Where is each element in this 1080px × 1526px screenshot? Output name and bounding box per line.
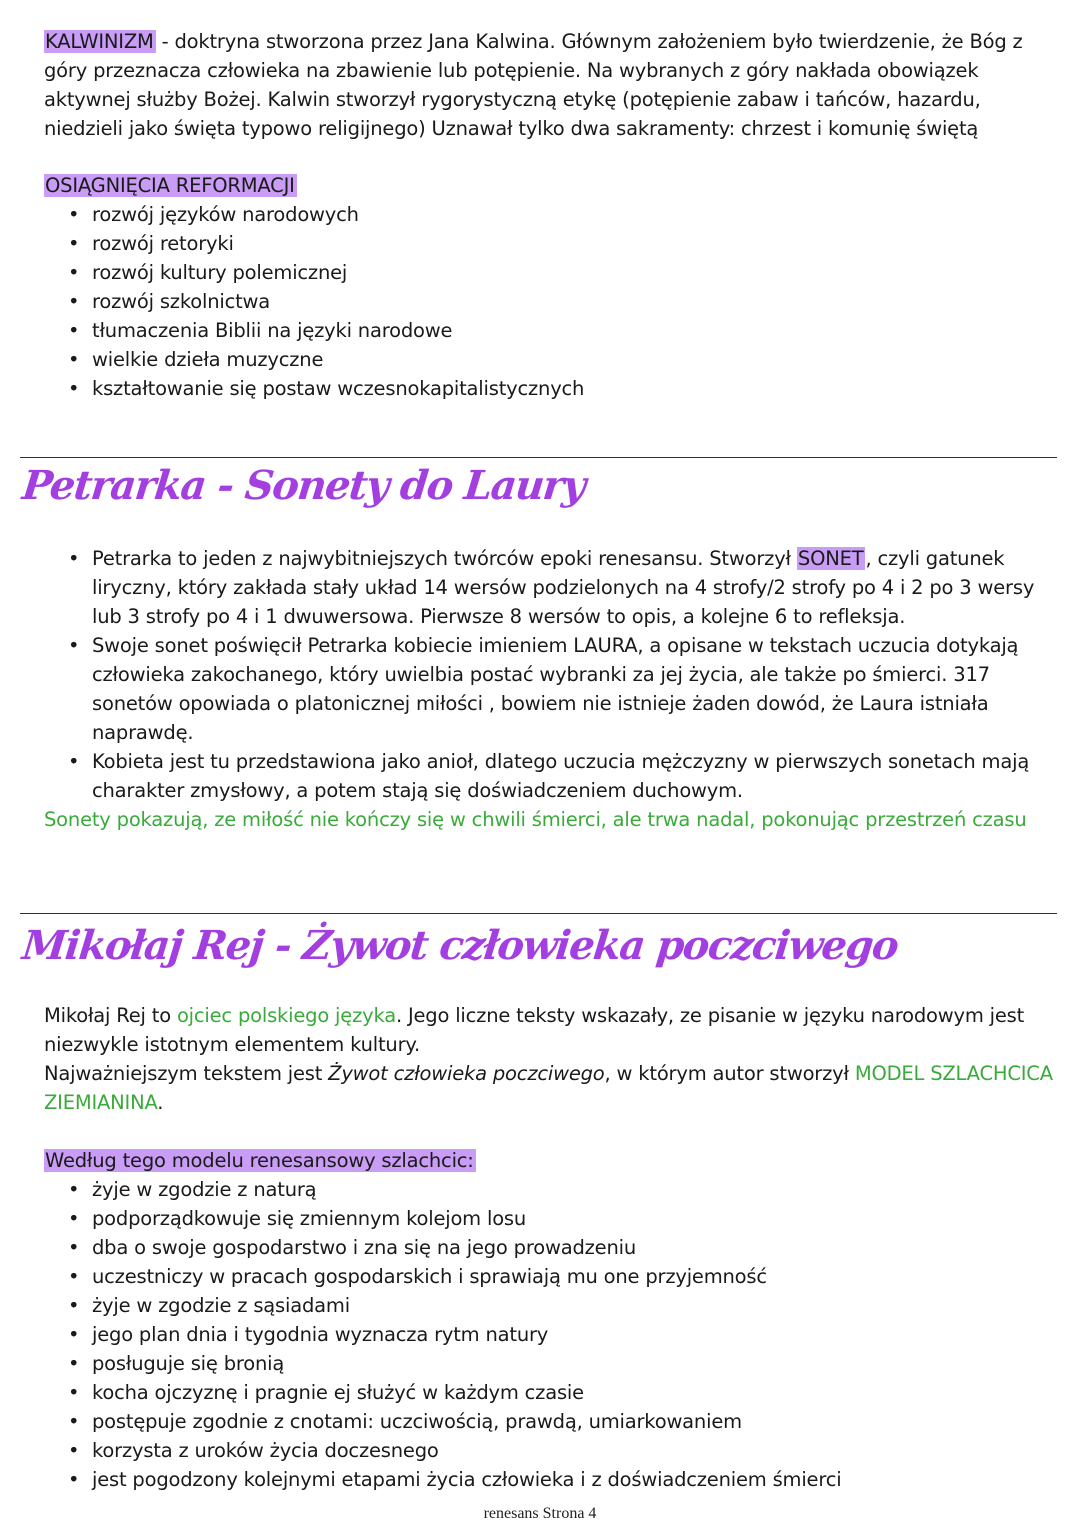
rej-work-title: Żywot człowieka poczciwego (328, 1062, 605, 1085)
petrarka-list (44, 544, 1054, 805)
rej-main-work-text: Najważniejszym tekstem jest (44, 1062, 329, 1085)
list-item: • Swoje sonet poświęcił Petrarka kobiecie imieniem LAURA, a opisane w tekstach uczucia dotykają człowieka zakochanego, który uwielbia postać wybranki za jej życia, ale także po śmierci. 317 sonetów opowiada o platonicznej miłości , bowiem nie istnieje żaden dowód, że Laura istniała naprawdę. (92, 631, 1054, 747)
list-item: • podporządkowuje się zmiennym kolejom losu (92, 1204, 1054, 1233)
sonet-term: SONET (797, 547, 864, 570)
rej-main-work-text: , w którym autor stworzył (604, 1062, 855, 1085)
petrarka-p1-after: , czyli gatunek liryczny, który zakłada stały układ 14 wersów podzielonych na 4 strofy/2 strofy po 4 i 2 po 3 wersy lub 3 strofy po 4 i 1 dwuwersowa. Pierwsze 8 wersów to opis, a kolejne 6 to refleksja. (92, 547, 1035, 628)
rej-intro-text: Mikołaj Rej to (44, 1004, 177, 1027)
page-footer: renesans Strona 4 (483, 1505, 597, 1522)
osiagniecia-heading: OSIĄGNIĘCIA REFORMACJI (45, 174, 295, 197)
petrarka-section (44, 544, 1054, 834)
list-item (92, 544, 1054, 631)
kalwinizm-term: KALWINIZM (45, 30, 154, 53)
list-item: • dba o swoje gospodarstwo i zna się na jego prowadzeniu (92, 1233, 1054, 1262)
list-item: • jego plan dnia i tygodnia wyznacza rytm natury (92, 1320, 1054, 1349)
list-item: • Kobieta jest tu przedstawiona jako anioł, dlatego uczucia mężczyzny w pierwszych sonetach mają charakter zmysłowy, a potem stają się doświadczeniem duchowym. (92, 747, 1054, 805)
osiagniecia-list (44, 200, 1054, 403)
petrarka-p1-before: Petrarka to jeden z najwybitniejszych twórców epoki renesansu. Stworzył (92, 547, 797, 570)
rej-model-heading: Według tego modelu renesansowy szlachcic: (45, 1149, 474, 1172)
rej-title: Mikołaj Rej - Żywot człowieka poczciwego (20, 922, 900, 969)
list-item: • rozwój retoryki (92, 229, 1054, 258)
list-item: • wielkie dzieła muzyczne (92, 345, 1054, 374)
rej-model-section (44, 1146, 1054, 1494)
kalwinizm-definition: - doktryna stworzona przez Jana Kalwina. Głównym założeniem było twierdzenie, że Bóg z góry przeznacza człowieka na zbawienie lub potępienie. Na wybranych z góry nakłada obowiązek aktywnej służby Bożej. Kalwin stworzył rygorystyczną etykę (potępienie zabaw i tańców, hazardu, niedzieli jako święta typowo religijnego) Uznawał tylko dwa sakramenty: chrzest i komunię świętą (44, 30, 1023, 140)
rej-intro-paragraph (44, 1001, 1054, 1059)
list-item: • rozwój języków narodowych (92, 200, 1054, 229)
petrarka-title: Petrarka - Sonety do Laury (20, 462, 587, 509)
petrarka-conclusion: Sonety pokazują, ze miłość nie kończy się w chwili śmierci, ale trwa nadal, pokonując przestrzeń czasu (44, 808, 1027, 831)
rej-intro-text: . Jego liczne teksty wskazały, ze pisanie w języku narodowym jest niezwykle istotnym elementem kultury. (44, 1004, 1025, 1056)
list-item: • kocha ojczyznę i pragnie ej służyć w każdym czasie (92, 1378, 1054, 1407)
list-item: • uczestniczy w pracach gospodarskich i sprawiają mu one przyjemność (92, 1262, 1054, 1291)
list-item: • rozwój szkolnictwa (92, 287, 1054, 316)
section-divider (20, 457, 1057, 458)
list-item: • postępuje zgodnie z cnotami: uczciwością, prawdą, umiarkowaniem (92, 1407, 1054, 1436)
list-item: • rozwój kultury polemicznej (92, 258, 1054, 287)
list-item: • jest pogodzony kolejnymi etapami życia człowieka i z doświadczeniem śmierci (92, 1465, 1054, 1494)
list-item: • żyje w zgodzie z naturą (92, 1175, 1054, 1204)
osiagniecia-section (44, 171, 1054, 403)
rej-model-list (44, 1175, 1054, 1494)
list-item: • posługuje się bronią (92, 1349, 1054, 1378)
list-item: • korzysta z uroków życia doczesnego (92, 1436, 1054, 1465)
list-item: • tłumaczenia Biblii na języki narodowe (92, 316, 1054, 345)
list-item: • kształtowanie się postaw wczesnokapitalistycznych (92, 374, 1054, 403)
rej-main-work-paragraph (44, 1059, 1054, 1117)
list-item: • żyje w zgodzie z sąsiadami (92, 1291, 1054, 1320)
rej-intro (44, 1001, 1054, 1117)
rej-intro-highlight: ojciec polskiego języka (176, 1004, 396, 1027)
section-divider (20, 913, 1057, 914)
rej-model-highlight: MODEL SZLACHCICA ZIEMIANINA (44, 1062, 1053, 1114)
kalwinizm-paragraph (44, 27, 1054, 143)
rej-main-work-end: . (157, 1091, 164, 1114)
